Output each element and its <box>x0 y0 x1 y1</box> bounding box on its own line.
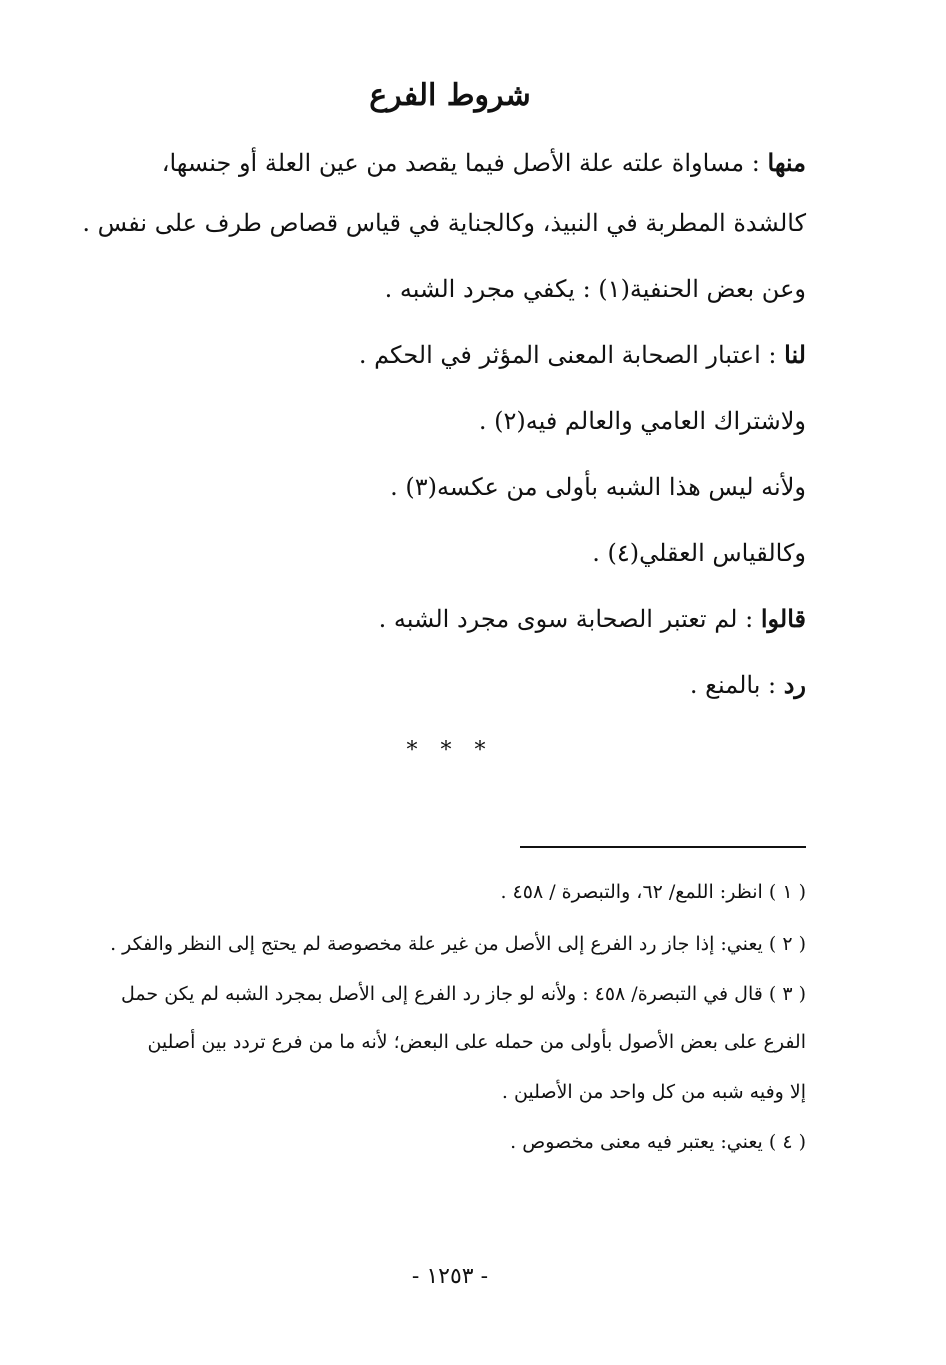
paragraph-2 <box>82 206 806 240</box>
footnote-divider <box>520 846 806 848</box>
paragraph-1 <box>86 146 806 180</box>
footnote-2: ( ٢ ) يعني: إذا جاز رد الفرع إلى الأصل من غير علة مخصوصة لم يحتج إلى النظر والفكر . <box>110 933 806 955</box>
paragraph-lead: لنا <box>784 340 806 369</box>
paragraph-text: مساواة علته علة الأصل فيما يقصد من عين العلة أو جنسها، <box>161 149 745 177</box>
paragraph-7 <box>86 536 806 570</box>
paragraph-8 <box>86 602 806 636</box>
paragraph-text: كالشدة المطربة في النبيذ، وكالجناية في قياس قصاص طرف على نفس . <box>82 209 806 237</box>
paragraph-separator: : <box>760 341 785 369</box>
paragraph-text: ولاشتراك العامي والعالم فيه(٢) . <box>478 407 806 435</box>
paragraph-separator: : <box>744 149 768 177</box>
paragraph-separator: : <box>760 671 784 699</box>
paragraph-text: ولأنه ليس هذا الشبه بأولى من عكسه(٣) . <box>390 473 806 501</box>
paragraph-text: وعن بعض الحنفية(١) : يكفي مجرد الشبه . <box>384 275 806 303</box>
paragraph-6 <box>86 470 806 504</box>
paragraph-4 <box>86 338 806 372</box>
paragraph-text: بالمنع . <box>689 671 761 699</box>
footnote-3-continued: إلا وفيه شبه من كل واحد من الأصلين . <box>501 1081 806 1103</box>
footnote-4: ( ٤ ) يعني: يعتبر فيه معنى مخصوص . <box>510 1131 806 1153</box>
page-number: - ١٢٥٣ - <box>411 1264 489 1289</box>
paragraph-5 <box>86 404 806 438</box>
paragraph-lead: رد <box>783 670 806 699</box>
footnote-3: ( ٣ ) قال في التبصرة/ ٤٥٨ : ولأنه لو جاز رد الفرع إلى الأصل بمجرد الشبه لم يكن حمل <box>121 983 806 1005</box>
footnote-3-continued: الفرع على بعض الأصول بأولى من حمله على البعض؛ لأنه ما من فرع تردد بين أصلين <box>147 1031 806 1053</box>
paragraph-lead: قالوا <box>760 604 806 633</box>
paragraph-lead: منها <box>767 148 806 177</box>
paragraph-separator: : <box>737 605 761 633</box>
paragraph-3 <box>86 272 806 306</box>
paragraph-text: لم تعتبر الصحابة سوى مجرد الشبه . <box>378 605 738 633</box>
page-title: شروط الفرع <box>369 78 531 113</box>
footnote-1: ( ١ ) انظر: اللمع/ ٦٢، والتبصرة / ٤٥٨ . <box>500 881 806 903</box>
paragraph-text: اعتبار الصحابة المعنى المؤثر في الحكم . <box>358 341 761 369</box>
section-separator: * * * <box>406 738 494 763</box>
paragraph-9 <box>86 668 806 702</box>
paragraph-text: وكالقياس العقلي(٤) . <box>592 539 806 567</box>
